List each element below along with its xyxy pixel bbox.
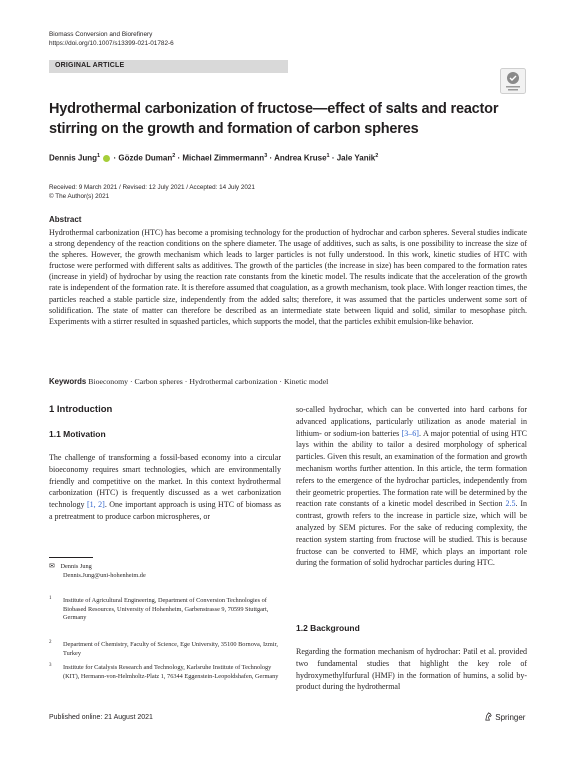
motivation-paragraph-continued [296, 404, 527, 569]
copyright: © The Author(s) 2021 [49, 193, 110, 200]
corresponding-author [49, 562, 281, 580]
subsection-heading-background: 1.2 Background [296, 623, 360, 633]
background-paragraph: Regarding the formation mechanism of hydrochar: Patil et al. provided two fundamental studies that highlight the key role of hydroxymethylfurfural (HMF) in the formation of humins, a solid by-product during the hydrothermal [296, 647, 527, 692]
abstract-text: Hydrothermal carbonization (HTC) has become a promising technology for the production of hydrochar and carbon spheres. Several studies indicate a strong dependency of the reaction conditions on the sphere diameter. The usage of additives, such as salts, is one possibility to increase the size of the spheres. However, the growth mechanism which leads to larger particles is not fully understood. In this work, kinetic studies of HTC with fructose were performed with different salts as additives. The growth of the particles (the increase in size) has been compared to the formation rates (increase in yield) of hydrochar by using the reaction rate constants from the kinetic model. The results indicate that the acceleration of the growth rate is independent of the formation rate. It is therefore assumed that coagulation, as a growth mechanism, took place. With longer reaction times, the particles reached a stable particle size, independently from the added salts; therefore, it was assumed that the particles underwent some sort of solidification. The state of matter can therefore be described as an intermediate state between liquid and solid, similar to mesophase pitch. Experiments with a stirrer resulted in squashed particles, which supports the model, that the particles exhibit emulsion-like behavior. [49, 228, 527, 326]
author-affiliation-mark: 2 [172, 153, 176, 159]
keywords-label: Keywords [49, 377, 87, 386]
article-type-bar [49, 60, 288, 73]
section-link[interactable]: 2.5 [505, 499, 516, 509]
article-dates [49, 183, 255, 201]
paragraph-text: so-called hydrochar, which can be converted into hard carbons for advanced applications, particularly utilization as anode material in lithium- or sodium-ion batteries [296, 405, 527, 438]
envelope-icon: ✉ [49, 562, 55, 570]
abstract-heading: Abstract [49, 215, 82, 224]
affiliation-number: 3 [49, 663, 52, 668]
affiliation-item [49, 641, 281, 658]
paragraph-text: The challenge of transforming a fossil-based economy into a circular bioeconomy requires smart technologies, which are environmentally friendly and competitive on the market. In this context hydrothermal carbonization (HTC) is frequently discussed as a wet carbonization technology [49, 453, 281, 510]
check-for-updates-icon [500, 68, 526, 94]
author-affiliation-mark: 1 [326, 153, 330, 159]
author-affiliation-mark: 1 [97, 153, 101, 159]
affiliation-number: 1 [49, 596, 52, 601]
contact-name: Dennis Jung [60, 563, 92, 570]
orcid-icon[interactable] [103, 155, 110, 162]
keywords [49, 377, 527, 386]
publisher-logo [484, 712, 525, 722]
paragraph-text: . In contrast, growth refers to the increase in particle size, which will be analyzed by SEM pictures. For the sake of reducing complexity, the reaction system starting from fructose will be studied. This is because fructose can be converted to HMF, which plays an important role during the formation of solid hydrochar particles during HTC. [296, 499, 528, 568]
citation-link[interactable]: [1, 2] [87, 500, 105, 510]
author-affiliation-mark: 3 [264, 153, 268, 159]
author-affiliation-mark: 2 [375, 153, 379, 159]
author-name[interactable]: Andrea Kruse [274, 153, 327, 163]
author-name[interactable]: Michael Zimmermann [182, 153, 265, 163]
author-name[interactable]: Jale Yanik [336, 153, 376, 163]
doi-link[interactable]: https://doi.org/10.1007/s13399-021-01782-6 [49, 40, 174, 47]
author-name[interactable]: Dennis Jung [49, 153, 98, 163]
subsection-heading-motivation: 1.1 Motivation [49, 429, 106, 439]
section-heading-introduction: 1 Introduction [49, 404, 113, 415]
footnote-divider [49, 557, 93, 558]
paragraph-text: . A major potential of using HTC lays within the ability to tailor a desired morphology of spherical particles. Given this result, an examination of the formation and growth mechanism worths further attention. In this article, the term formation refers to the emergence of the hydrochar particles, independently from their geometric properties. The formation rate will be determined by the reaction rate constants of a kinetic model described in Section [296, 428, 527, 509]
publisher-name: Springer [495, 713, 526, 722]
paragraph-text: . One important approach is using HTC of biomass as a pretreatment to produce carbon microspheres, or [49, 500, 281, 521]
article-type: ORIGINAL ARTICLE [55, 62, 125, 69]
journal-header [49, 30, 174, 48]
affiliation-text: Institute of Agricultural Engineering, Department of Conversion Technologies of Biobased Resources, University of Hohenheim, Garbenstrasse 9, 70599 Stuttgart, Germany [63, 597, 269, 621]
history-dates: Received: 9 March 2021 / Revised: 12 July 2021 / Accepted: 14 July 2021 [49, 184, 255, 191]
springer-horse-icon [484, 712, 493, 721]
affiliation-item [49, 664, 281, 681]
article-title: Hydrothermal carbonization of fructose—effect of salts and reactor stirring on the growth and formation of carbon spheres [49, 101, 499, 137]
keywords-list: Bioeconomy · Carbon spheres · Hydrothermal carbonization · Kinetic model [88, 377, 329, 386]
affiliation-number: 2 [49, 640, 52, 645]
motivation-paragraph [49, 452, 281, 523]
contact-email[interactable]: Dennis.Jung@uni-hohenheim.de [63, 571, 146, 579]
check-for-updates-badge[interactable] [500, 68, 526, 94]
published-date: Published online: 21 August 2021 [49, 714, 153, 721]
affiliation-text: Institute for Catalysis Research and Technology, Karlsruhe Institute of Technology (KIT), Hermann-von-Helmholtz-Platz 1, 76344 Eggenstein-Leopoldshafen, Germany [63, 664, 279, 680]
author-name[interactable]: Gözde Duman [118, 153, 173, 163]
journal-name: Biomass Conversion and Biorefinery [49, 31, 153, 38]
affiliation-text: Department of Chemistry, Faculty of Science, Ege University, 35100 Bornova, Izmir, Turkey [63, 641, 278, 657]
citation-link[interactable]: [3–6] [401, 428, 419, 438]
affiliation-item [49, 597, 281, 623]
author-list: Dennis Jung$^1$ · Gözde Duman$^2$ · Michael Zimmermann$^3$ · Andrea Kruse$^1$ · Jale Yanik$^2$ [49, 153, 379, 163]
